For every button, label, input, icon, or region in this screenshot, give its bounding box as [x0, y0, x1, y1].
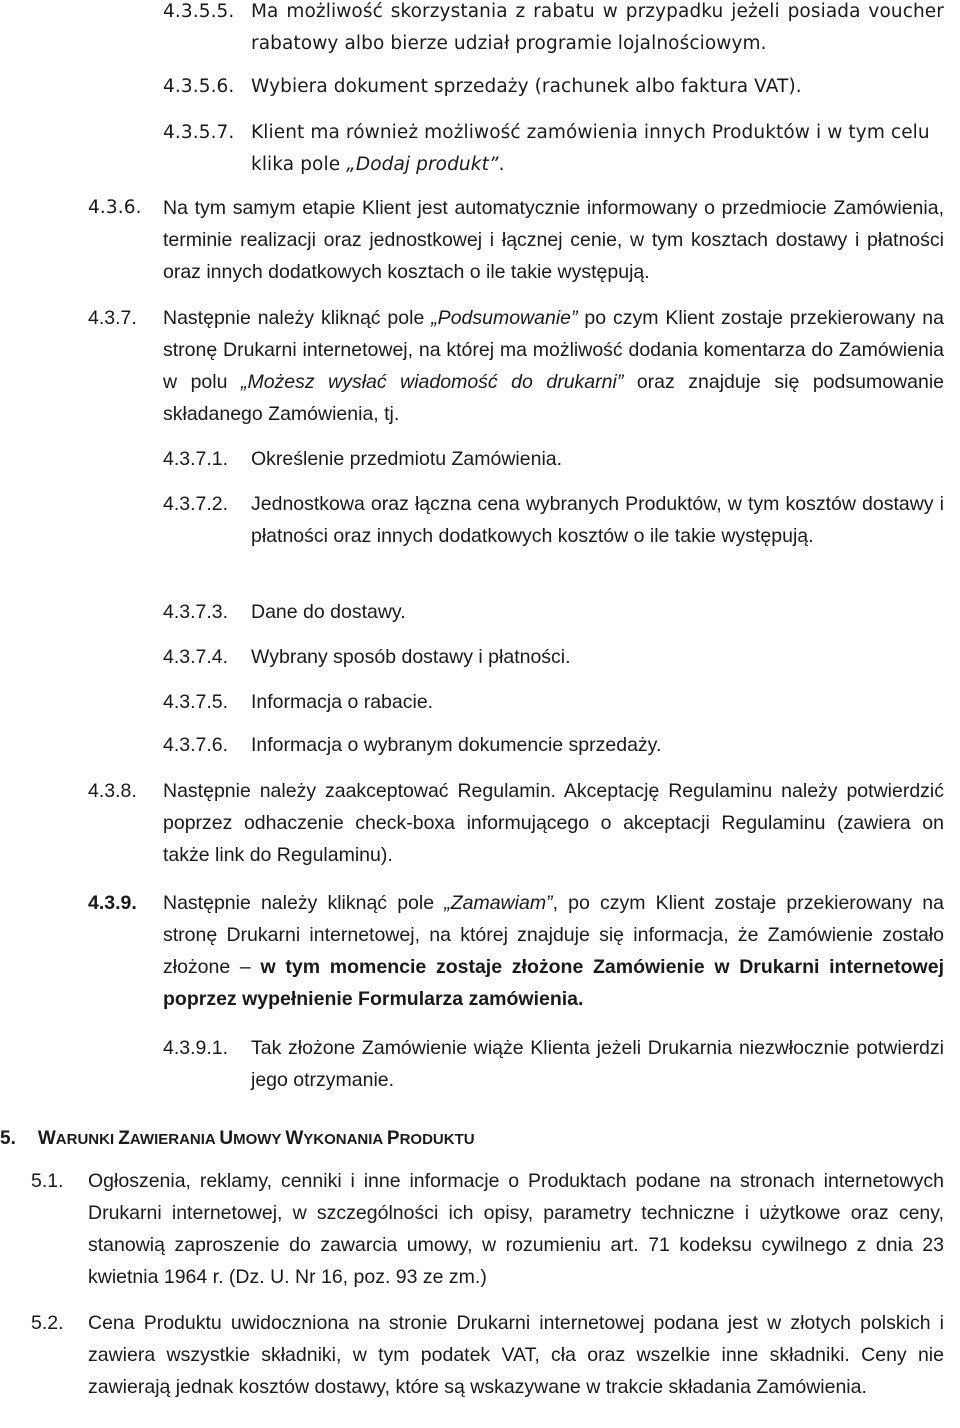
item-number: 4.3.7.6.	[163, 734, 229, 756]
item-text: Określenie przedmiotu Zamówienia.	[251, 448, 563, 470]
item-number: 4.3.7.3.	[163, 601, 229, 623]
item-number: 4.3.7.2.	[163, 493, 229, 515]
item-text-part: po czym Klient zostaje przekierowany na stronę Drukarni internetowej, na której ma możliwość dodania komentarza do Zamówienia w polu	[163, 307, 944, 393]
item-text: Jednostkowa oraz łączna cena wybranych Produktów, w tym kosztów dostawy i płatności oraz innych dodatkowych kosztów o ile takie występują.	[251, 493, 944, 547]
dodaj-produkt-field-name: „Dodaj produkt”	[346, 154, 499, 175]
section-number: 5.	[0, 1128, 16, 1149]
heading-letter: W	[37, 1128, 56, 1149]
section-heading	[0, 1124, 475, 1154]
item-text: Dane do dostawy.	[251, 601, 406, 623]
item-number: 4.3.9.	[88, 892, 137, 914]
item-number: 4.3.7.4.	[163, 646, 229, 668]
item-text	[251, 117, 951, 181]
item-text: Wybiera dokument sprzedaży (rachunek albo faktura VAT).	[251, 76, 802, 97]
podsumowanie-field-name: „Podsumowanie”	[431, 307, 578, 329]
item-number: 5.2.	[31, 1312, 64, 1334]
item-text: Tak złożone Zamówienie wiąże Klienta jeżeli Drukarnia niezwłocznie potwierdzi jego otrzymanie.	[251, 1037, 944, 1091]
message-field-name: „Możesz wysłać wiadomość do drukarni”	[240, 371, 624, 393]
item-number: 4.3.8.	[88, 780, 137, 802]
heading-text: MOWY	[233, 1131, 286, 1148]
zamawiam-field-name: „Zamawiam”	[444, 892, 553, 914]
heading-letter: P	[386, 1128, 400, 1149]
heading-letter: Z	[118, 1128, 130, 1149]
item-text: Informacja o rabacie.	[251, 691, 434, 713]
item-text	[163, 302, 944, 430]
item-number: 4.3.7.	[88, 307, 137, 329]
heading-text: RODUKTU	[399, 1131, 475, 1148]
heading-text: ARUNKI	[55, 1131, 119, 1148]
item-text: Ma możliwość skorzystania z rabatu w przypadku jeżeli posiada voucher rabatowy albo bierze udział programie lojalnościowym.	[251, 1, 944, 54]
item-text: Cena Produktu uwidoczniona na stronie Drukarni internetowej podana jest w złotych polskich i zawiera wszystkie składniki, w tym podatek VAT, cła oraz wszelkie inne składniki. Ceny nie zawierają jednak kosztów dostawy, które są wskazywane w trakcie składania Zamówienia.	[88, 1312, 944, 1398]
heading-text: YKONANIA	[303, 1131, 387, 1148]
item-text-part: oraz znajduje się podsumowanie składanego Zamówienia, tj.	[163, 371, 944, 425]
item-text-bold: w tym momencie zostaje złożone Zamówienie w Drukarni internetowej poprzez wypełnienie Formularza zamówienia.	[163, 956, 944, 1010]
item-text: Wybrany sposób dostawy i płatności.	[251, 646, 571, 668]
item-number: 4.3.7.1.	[163, 448, 229, 470]
item-text-part: .	[498, 154, 505, 175]
item-number: 4.3.5.5.	[163, 1, 235, 22]
heading-text: AWIERANIA	[129, 1131, 220, 1148]
item-text: Na tym samym etapie Klient jest automatycznie informowany o przedmiocie Zamówienia, terminie realizacji oraz jednostkowej i łącznej cenie, w tym kosztach dostawy i płatności oraz innych dodatkowych kosztach o ile takie występują.	[163, 197, 944, 283]
item-text: Informacja o wybranym dokumencie sprzedaży.	[251, 734, 662, 756]
item-text-part: Następnie należy kliknąć pole	[163, 892, 445, 914]
item-text: Następnie należy zaakceptować Regulamin. Akceptację Regulaminu należy potwierdzić poprzez odhaczenie check-boxa informującego o akceptacji Regulaminu (zawiera on także link do Regulaminu).	[163, 780, 944, 866]
item-number: 4.3.5.6.	[163, 76, 235, 97]
item-text-part: , po czym Klient zostaje przekierowany na stronę Drukarni internetowej, na której znajduje się informacja, że Zamówienie zostało złożone –	[163, 892, 944, 978]
heading-letter: U	[219, 1128, 234, 1149]
item-text	[163, 887, 944, 1015]
item-text-part: Następnie należy kliknąć pole	[163, 307, 432, 329]
item-number: 4.3.9.1.	[163, 1037, 229, 1059]
item-number: 5.1.	[31, 1170, 64, 1192]
item-text: Ogłoszenia, reklamy, cenniki i inne informacje o Produktach podane na stronach internetowych Drukarni internetowej, w szczególności ich opisy, parametry techniczne i użytkowe oraz ceny, stanowią zaproszenie do zawarcia umowy, w rozumieniu art. 71 kodeksu cywilnego z dnia 23 kwietnia 1964 r. (Dz. U. Nr 16, poz. 93 ze zm.)	[88, 1170, 944, 1288]
item-number: 4.3.7.5.	[163, 691, 229, 713]
item-number: 4.3.6.	[88, 197, 142, 218]
heading-letter: W	[285, 1128, 304, 1149]
item-number: 4.3.5.7.	[163, 122, 235, 143]
item-text-part: Klient ma również możliwość zamówienia innych Produktów i w tym celu klika pole	[251, 122, 930, 175]
